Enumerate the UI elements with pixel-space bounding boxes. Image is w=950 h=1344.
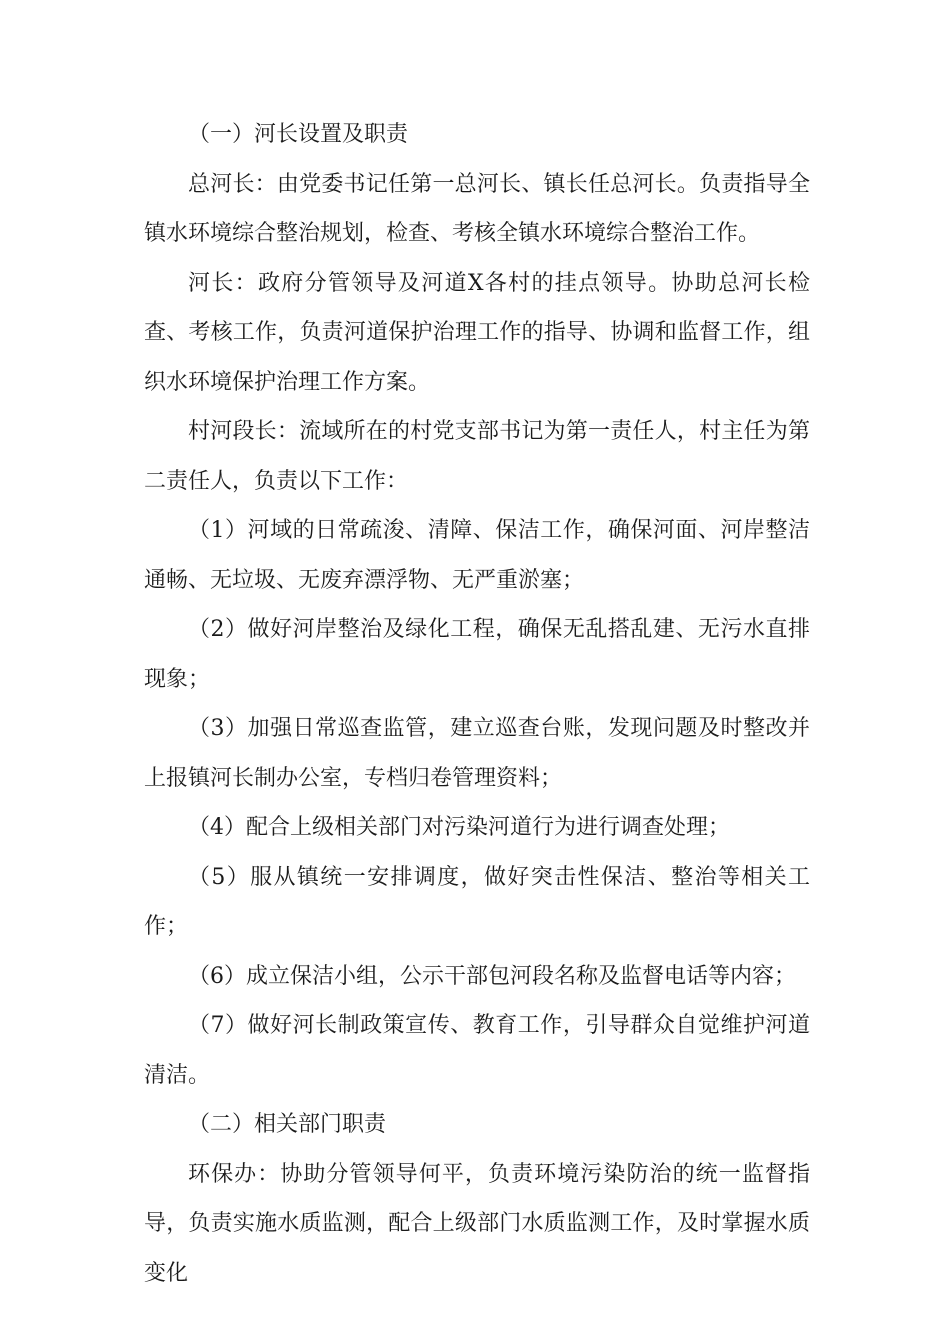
paragraph-chief-river-head: 总河长：由党委书记任第一总河长、镇长任总河长。负责指导全镇水环境综合整治规划，检查、考核全镇水环境综合整治工作。 <box>144 171 810 246</box>
list-item-1: （1）河域的日常疏浚、清障、保洁工作，确保河面、河岸整洁通畅、无垃圾、无废弃漂浮物、无严重淤塞； <box>144 518 810 593</box>
paragraph-environment-office: 环保办：协助分管领导何平，负责环境污染防治的统一监督指导，负责实施水质监测，配合上级部门水质监测工作，及时掌握水质变化 <box>144 1161 810 1286</box>
list-item-3: （3）加强日常巡查监管，建立巡查台账，发现问题及时整改并上报镇河长制办公室，专档归卷管理资料； <box>144 716 810 791</box>
list-item-5: （5）服从镇统一安排调度，做好突击性保洁、整治等相关工作； <box>144 864 810 939</box>
document-body <box>144 110 810 1298</box>
list-item-6: （6）成立保洁小组，公示干部包河段名称及监督电话等内容； <box>188 963 796 989</box>
list-item-7: （7）做好河长制政策宣传、教育工作，引导群众自觉维护河道清洁。 <box>144 1013 810 1088</box>
section-heading-2: （二）相关部门职责 <box>188 1112 387 1137</box>
list-item-4: （4）配合上级相关部门对污染河道行为进行调查处理； <box>188 815 730 840</box>
section-heading-1: （一）河长设置及职责 <box>188 122 409 147</box>
list-item-2: （2）做好河岸整治及绿化工程，确保无乱搭乱建、无污水直排现象； <box>144 617 810 692</box>
paragraph-village-section-head: 村河段长：流域所在的村党支部书记为第一责任人，村主任为第二责任人，负责以下工作： <box>144 419 810 494</box>
paragraph-river-head: 河长：政府分管领导及河道X各村的挂点领导。协助总河长检查、考核工作，负责河道保护治理工作的指导、协调和监督工作，组织水环境保护治理工作方案。 <box>144 270 810 395</box>
